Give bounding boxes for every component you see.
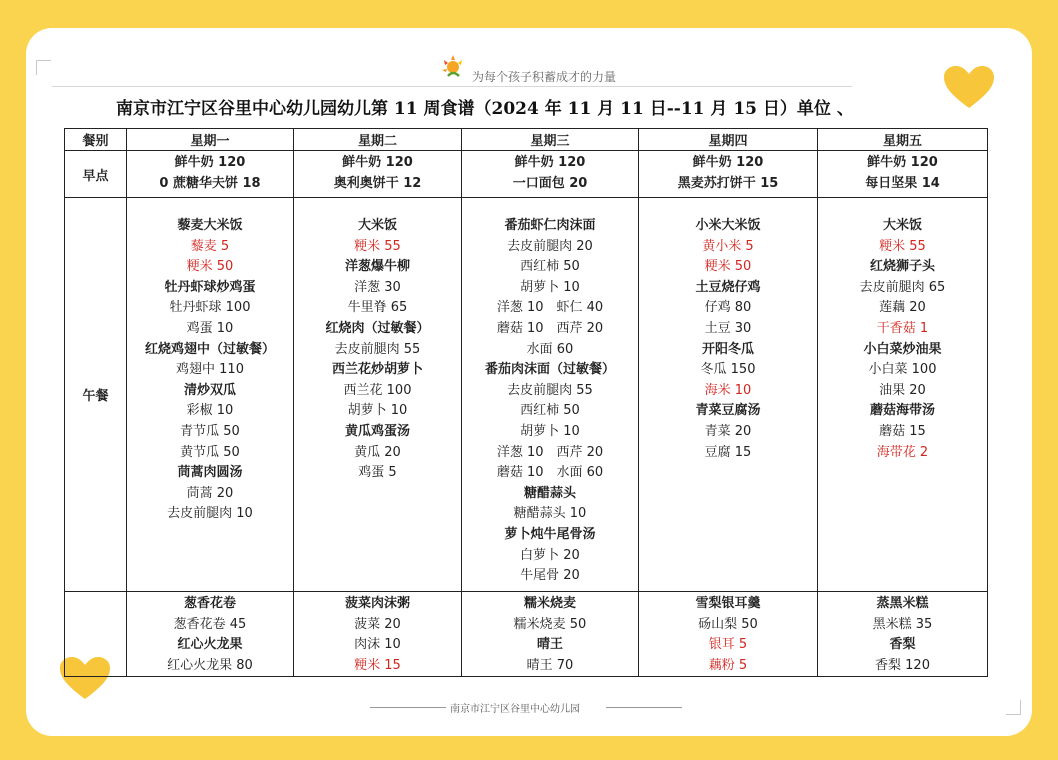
dish-name: 蒸黑米糕: [876, 596, 929, 611]
day-header: 星期二: [294, 129, 462, 151]
ingredient: 西红柿 50: [520, 403, 580, 419]
dish-name: 小白菜炒油果: [863, 341, 942, 357]
ingredient: 胡萝卜 10: [520, 279, 580, 295]
ingredient: 去皮前腿肉 55: [334, 341, 421, 357]
dish-name: 奥利奥饼干 12: [333, 175, 422, 191]
slogan: 为每个孩子积蓄成才的力量: [472, 70, 617, 84]
dish-name: 红烧狮子头: [869, 259, 935, 275]
corner-mark: [36, 60, 51, 75]
header-row: [65, 129, 988, 151]
ingredient: 青节瓜 50: [180, 423, 240, 439]
ingredient: 豆腐 15: [704, 444, 752, 460]
heart-icon: [942, 64, 996, 110]
dish-name: 香梨: [889, 637, 916, 653]
menu-cell: [818, 198, 988, 592]
ingredient: 白萝卜 20: [520, 547, 580, 563]
day-header: 星期四: [639, 129, 818, 151]
dish-name: 茼蒿肉圆汤: [177, 465, 243, 481]
ingredient: 藕粉 5: [708, 657, 748, 673]
dish-name: 葱香花卷: [183, 596, 236, 611]
menu-cell: [127, 198, 294, 592]
ingredient: 西兰花 100: [343, 382, 412, 398]
dish-name: 番茄虾仁肉沫面: [504, 218, 596, 233]
ingredient: 粳米 15: [354, 657, 401, 673]
ingredient: 粳米 55: [879, 238, 926, 254]
dish-name: 西兰花炒胡萝卜: [331, 362, 423, 378]
ingredient: 水面 60: [526, 341, 574, 357]
ingredient: 干香菇 1: [876, 320, 929, 336]
menu-cell: [127, 151, 294, 198]
corner-mark: [1006, 700, 1021, 715]
dish-name: 牡丹虾球炒鸡蛋: [164, 279, 256, 295]
ingredient: 蘑菇 10 西芹 20: [496, 320, 604, 336]
ingredient: 香梨 120: [875, 657, 930, 673]
ingredient: 洋葱 10 虾仁 40: [496, 300, 604, 316]
dish-name: 鲜牛奶 120: [514, 155, 586, 170]
ingredient: 鸡翅中 110: [176, 362, 244, 378]
dish-name: 雪梨银耳羹: [695, 596, 761, 611]
menu-cell: [294, 198, 462, 592]
ingredient: 粳米 50: [704, 259, 752, 275]
ingredient: 小白菜 100: [868, 362, 937, 378]
ingredient: 去皮前腿肉 55: [507, 382, 593, 398]
ingredient: 葱香花卷 45: [173, 616, 247, 632]
ingredient: 彩椒 10: [186, 403, 234, 419]
dish-name: 鲜牛奶 120: [692, 155, 764, 170]
day-header: 星期一: [127, 129, 294, 151]
dish-name: 每日坚果 14: [865, 175, 940, 191]
ingredient: 牛尾骨 20: [520, 568, 580, 584]
ingredient: 仔鸡 80: [704, 300, 752, 316]
dish-name: 糯米烧麦: [523, 596, 576, 611]
ingredient: 银耳 5: [708, 637, 748, 653]
meal-label: 午餐: [65, 198, 127, 592]
ingredient: 粳米 50: [186, 259, 234, 275]
dish-name: 藜麦大米饭: [177, 218, 243, 233]
ingredient: 油果 20: [879, 382, 926, 398]
ingredient: 海米 10: [704, 382, 752, 398]
ingredient: 藜麦 5: [190, 238, 230, 254]
ingredient: 西红柿 50: [520, 259, 580, 275]
meal-label: [65, 592, 127, 677]
ingredient: 糖醋蒜头 10: [513, 506, 587, 522]
kindergarten-logo: [438, 52, 468, 82]
dish-name: 菠菜肉沫粥: [344, 596, 410, 611]
ingredient: 蘑菇 15: [879, 423, 926, 439]
ingredient: 洋葱 10 西芹 20: [496, 444, 604, 460]
menu-table: [64, 128, 988, 677]
ingredient: 肉沫 10: [354, 637, 401, 653]
dish-name: 红烧肉（过敏餐）: [325, 320, 430, 336]
menu-cell: [294, 592, 462, 677]
ingredient: 砀山梨 50: [698, 616, 758, 632]
dish-name: 大米饭: [357, 218, 397, 233]
dish-name: 黑麦苏打饼干 15: [677, 175, 779, 191]
menu-cell: [639, 151, 818, 198]
ingredient: 去皮前腿肉 20: [507, 238, 593, 254]
ingredient: 莲藕 20: [879, 300, 926, 316]
ingredient: 蘑菇 10 水面 60: [496, 465, 604, 481]
dish-name: 青菜豆腐汤: [695, 403, 761, 419]
ingredient: 土豆 30: [704, 320, 752, 336]
dish-name: 0 蔗糖华夫饼 18: [159, 175, 261, 191]
ingredient: 去皮前腿肉 65: [859, 279, 946, 295]
dish-name: 鲜牛奶 120: [174, 155, 246, 170]
snack-row: [65, 592, 988, 677]
footer-divider: [370, 707, 446, 708]
dish-name: 鲜牛奶 120: [342, 155, 413, 170]
dish-name: 萝卜炖牛尾骨汤: [504, 526, 596, 542]
dish-name: 糖醋蒜头: [523, 485, 576, 501]
ingredient: 糯米烧麦 50: [513, 616, 587, 632]
menu-cell: [818, 592, 988, 677]
dish-name: 大米饭: [882, 218, 922, 233]
ingredient: 胡萝卜 10: [520, 423, 580, 439]
ingredient: 黑米糕 35: [872, 616, 933, 632]
day-header: 星期五: [818, 129, 988, 151]
day-header: 星期三: [462, 129, 639, 151]
menu-cell: [462, 592, 639, 677]
footer-text: 南京市江宁区谷里中心幼儿园: [450, 704, 580, 715]
dish-name: 红烧鸡翅中（过敏餐）: [144, 341, 275, 357]
menu-cell: [818, 151, 988, 198]
dish-name: 开阳冬瓜: [701, 341, 754, 357]
ingredient: 牛里脊 65: [347, 300, 408, 316]
ingredient: 冬瓜 150: [700, 362, 756, 378]
menu-cell: [127, 592, 294, 677]
dish-name: 鲜牛奶 120: [867, 155, 938, 170]
ingredient: 茼蒿 20: [186, 485, 234, 501]
dish-name: 番茄肉沫面（过敏餐）: [484, 362, 615, 378]
ingredient: 黄节瓜 50: [180, 444, 240, 460]
dish-name: 清炒双瓜: [183, 382, 236, 398]
ingredient: 海带花 2: [876, 444, 929, 460]
ingredient: 洋葱 30: [354, 279, 401, 295]
ingredient: 鸡蛋 5: [358, 465, 397, 481]
ingredient: 晴王 70: [526, 657, 574, 673]
ingredient: 牡丹虾球 100: [169, 300, 251, 316]
meal-label: 早点: [65, 151, 127, 198]
dish-name: 小米大米饭: [695, 218, 761, 233]
menu-cell: [639, 592, 818, 677]
corner-label: 餐别: [65, 129, 127, 151]
dish-name: 晴王: [536, 637, 563, 653]
ingredient: 红心火龙果 80: [167, 657, 253, 673]
ingredient: 青菜 20: [704, 423, 752, 439]
menu-cell: [294, 151, 462, 198]
dish-name: 黄瓜鸡蛋汤: [344, 423, 410, 439]
dish-name: 一口面包 20: [512, 175, 588, 191]
dish-name: 蘑菇海带汤: [869, 403, 935, 419]
ingredient: 黄小米 5: [702, 238, 754, 254]
breakfast-row: [65, 151, 988, 198]
menu-cell: [639, 198, 818, 592]
lunch-row: [65, 198, 988, 592]
ingredient: 粳米 55: [354, 238, 401, 254]
menu-cell: [462, 198, 639, 592]
dish-name: 红心火龙果: [177, 637, 243, 653]
ingredient: 胡萝卜 10: [347, 403, 408, 419]
menu-cell: [462, 151, 639, 198]
ingredient: 鸡蛋 10: [186, 320, 234, 336]
ingredient: 黄瓜 20: [354, 444, 401, 460]
dish-name: 土豆烧仔鸡: [695, 279, 761, 295]
header-divider: [52, 86, 852, 87]
page-title: 南京市江宁区谷里中心幼儿园幼儿第 11 周食谱（2024 年 11 月 11 日--11 月 15 日）单位 、: [116, 99, 854, 119]
footer-divider: [606, 707, 682, 708]
ingredient: 菠菜 20: [354, 616, 401, 632]
dish-name: 洋葱爆牛柳: [344, 259, 410, 275]
ingredient: 去皮前腿肉 10: [167, 506, 253, 522]
